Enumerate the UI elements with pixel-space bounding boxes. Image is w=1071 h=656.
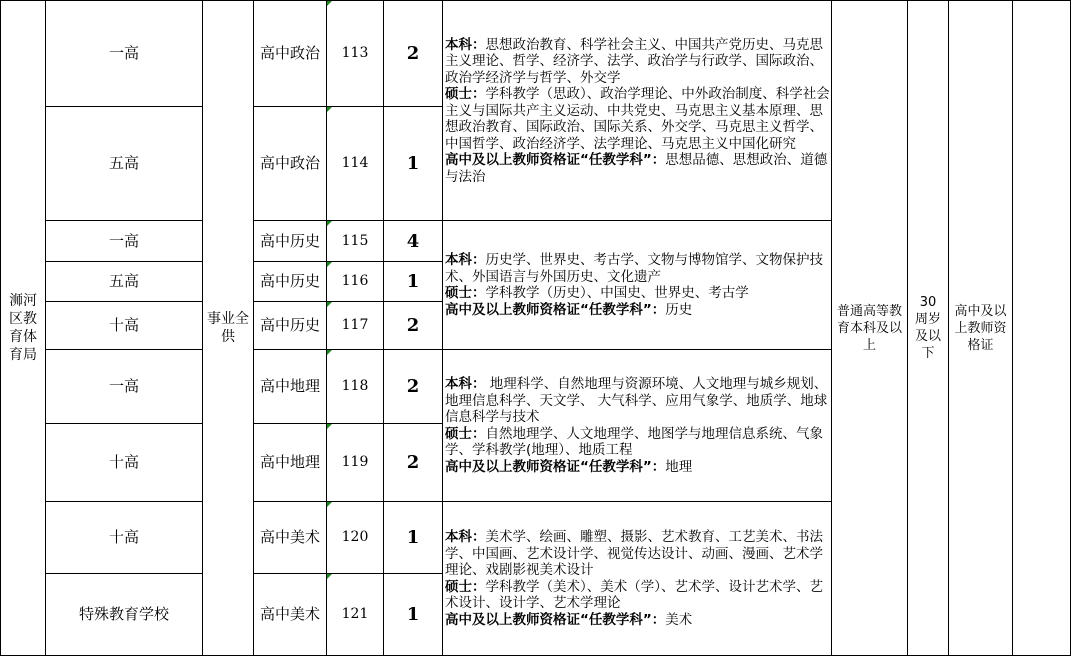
hire-count: 2 — [406, 452, 420, 473]
code-cell — [327, 424, 383, 501]
master-majors: 学科教学（历史）、中国史、世界史、考古学 — [485, 285, 749, 301]
requirement-block-politics — [445, 21, 831, 201]
school-cell — [46, 262, 202, 301]
post-cell — [254, 221, 326, 261]
comment-indicator — [327, 350, 332, 355]
master-label: 硕士： — [445, 285, 486, 301]
code-cell — [327, 302, 383, 349]
hire-count: 2 — [406, 43, 420, 64]
code-cell — [327, 262, 383, 301]
school-cell — [46, 350, 202, 423]
post-code: 117 — [341, 317, 369, 333]
school-name: 五高 — [108, 154, 139, 172]
count-cell — [384, 221, 442, 261]
post-name: 高中地理 — [259, 377, 320, 395]
count-cell — [384, 107, 442, 220]
hire-count: 1 — [406, 527, 420, 548]
master-majors: 学科教学（美术）、美术（学）、艺术学、设计艺术学、艺术设计、设计学、艺术学理论 — [445, 578, 823, 611]
master-majors: 自然地理学、人文地理学、地图学与地理信息系统、气象学、学科教学(地理）、地质工程 — [445, 425, 823, 458]
hire-count: 1 — [406, 604, 420, 625]
comment-indicator — [327, 424, 332, 429]
comment-indicator — [327, 262, 332, 267]
post-cell — [254, 1, 326, 106]
school-name: 一高 — [108, 44, 139, 62]
post-cell — [254, 107, 326, 220]
count-cell — [384, 350, 442, 423]
comment-indicator — [327, 302, 332, 307]
certificate-label: 高中及以上教师资格证“任教学科”： — [445, 152, 666, 169]
comment-indicator — [327, 221, 332, 226]
post-code: 119 — [341, 454, 369, 470]
department-cell — [1, 1, 45, 655]
undergrad-label: 本科： — [445, 36, 486, 53]
code-cell — [327, 350, 383, 423]
school-name: 十高 — [108, 316, 139, 334]
master-label: 硕士： — [445, 578, 486, 595]
undergrad-majors: 美术学、绘画、雕塑、摄影、艺术教育、工艺美术、书法学、中国画、艺术设计学、视觉传达设计、动画、漫画、艺术学理论、戏剧影视美术设计 — [445, 529, 823, 578]
post-name: 高中地理 — [259, 453, 320, 471]
post-code: 116 — [341, 273, 369, 289]
count-cell — [384, 302, 442, 349]
certificate-subjects: 地理 — [665, 458, 693, 475]
education-requirement: 普通高等教育本科及以上 — [836, 303, 902, 353]
certificate-subjects: 思想品德、思想政治、道德与法治 — [445, 152, 828, 185]
school-cell — [46, 424, 202, 501]
post-code: 114 — [341, 155, 369, 171]
post-cell — [254, 350, 326, 423]
school-cell — [46, 502, 202, 573]
school-cell — [46, 107, 202, 220]
age-requirement: 30周岁及以下 — [914, 295, 941, 361]
hire-count: 4 — [406, 230, 420, 252]
comment-indicator — [327, 502, 332, 507]
certificate-subjects: 历史 — [665, 301, 693, 318]
post-name: 高中历史 — [259, 272, 320, 290]
post-cell — [254, 302, 326, 349]
certificate-subjects: 美术 — [665, 611, 693, 628]
count-cell — [384, 502, 442, 573]
code-cell — [327, 502, 383, 573]
post-name: 高中政治 — [259, 154, 320, 172]
post-code: 121 — [341, 606, 369, 622]
undergrad-majors: 地理科学、自然地理与资源环境、人文地理与城乡规划、地理信息科学、天文学、 大气科学、应用气象学、地质学、地球信息科学与技术 — [445, 376, 828, 425]
school-name: 一高 — [108, 377, 139, 395]
hire-count: 2 — [406, 376, 420, 397]
master-label: 硕士： — [445, 425, 486, 442]
undergrad-label: 本科： — [445, 529, 486, 545]
school-name: 特殊教育学校 — [78, 605, 169, 623]
requirement-block-art — [445, 502, 831, 655]
certificate-requirement: 高中及以上教师资格证 — [954, 303, 1007, 353]
education-cell — [832, 1, 907, 655]
post-name: 高中历史 — [259, 231, 320, 250]
post-cell — [254, 424, 326, 501]
requirement-block-geography — [445, 350, 831, 501]
funding-type: 事业全供 — [207, 311, 249, 345]
comment-indicator — [327, 574, 332, 579]
post-name: 高中美术 — [259, 605, 320, 623]
undergrad-majors: 历史学、世界史、考古学、文物与博物馆学、文物保护技术、外国语言与外国历史、文化遗产 — [445, 252, 823, 285]
school-name: 五高 — [108, 272, 139, 290]
post-cell — [254, 502, 326, 573]
post-cell — [254, 574, 326, 655]
count-cell — [384, 574, 442, 655]
post-code: 113 — [341, 45, 369, 61]
post-name: 高中美术 — [259, 528, 320, 546]
post-name: 高中政治 — [259, 44, 320, 62]
undergrad-majors: 思想政治教育、科学社会主义、中国共产党历史、马克思主义理论、哲学、经济学、法学、政治学与行政学、国际政治、政治学经济学与哲学、外交学 — [445, 36, 823, 86]
master-label: 硕士： — [445, 86, 486, 103]
post-code: 118 — [341, 378, 369, 394]
hire-count: 1 — [406, 271, 420, 292]
school-cell — [46, 1, 202, 106]
funding-cell — [203, 1, 253, 655]
school-name: 十高 — [108, 453, 139, 471]
count-cell — [384, 424, 442, 501]
count-cell — [384, 1, 442, 106]
comment-indicator — [327, 1, 332, 6]
hire-count: 2 — [406, 315, 420, 336]
certificate-label: 高中及以上教师资格证“任教学科”： — [445, 611, 666, 628]
code-cell — [327, 221, 383, 261]
undergrad-label: 本科： — [445, 252, 486, 268]
code-cell — [327, 1, 383, 106]
certificate-label: 高中及以上教师资格证“任教学科”： — [445, 301, 666, 318]
comment-indicator — [327, 107, 332, 112]
school-cell — [46, 302, 202, 349]
post-name: 高中历史 — [259, 316, 320, 334]
code-cell — [327, 107, 383, 220]
school-cell — [46, 574, 202, 655]
master-majors: 学科教学（思政）、政治学理论、中外政治制度、科学社会主义与国际共产主义运动、中共党史、马克思主义基本原理、思想政治教育、国际政治、国际关系、外交学、马克思主义哲学、中国哲学、政治经济学、法学理论、马克思主义中国化研究 — [445, 86, 830, 152]
requirement-block-history — [445, 221, 831, 349]
code-cell — [327, 574, 383, 655]
certificate-cell — [949, 1, 1012, 655]
school-name: 一高 — [108, 231, 139, 250]
post-cell — [254, 262, 326, 301]
count-cell — [384, 262, 442, 301]
school-name: 十高 — [108, 528, 139, 546]
undergrad-label: 本科： — [445, 376, 486, 392]
post-code: 120 — [341, 529, 369, 545]
school-cell — [46, 221, 202, 261]
hire-count: 1 — [406, 153, 420, 174]
department-name: 浉河区教育体育局 — [9, 293, 37, 363]
age-cell — [908, 1, 948, 655]
certificate-label: 高中及以上教师资格证“任教学科”： — [445, 458, 666, 475]
post-code: 115 — [341, 232, 369, 249]
